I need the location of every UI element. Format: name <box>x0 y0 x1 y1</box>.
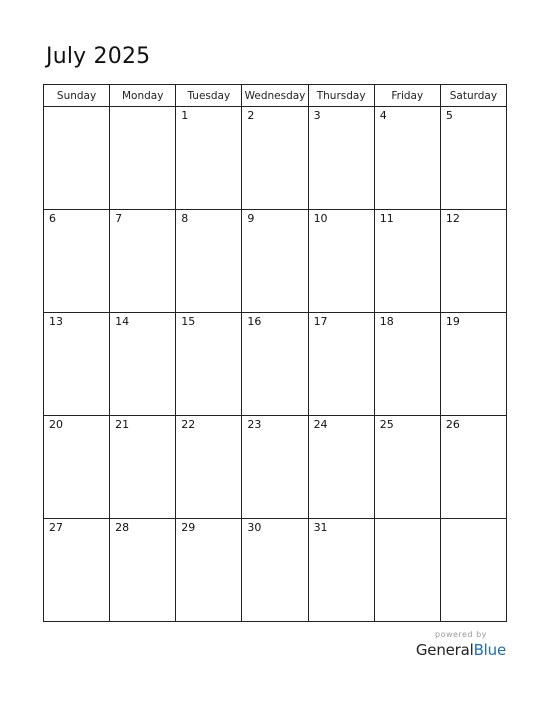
brand-name-part1: General <box>415 641 474 659</box>
day-number: 22 <box>181 418 196 431</box>
day-cell <box>44 107 110 210</box>
day-cell <box>242 210 308 313</box>
day-cell <box>176 416 242 519</box>
calendar-grid <box>43 84 507 622</box>
powered-by-text: powered by <box>434 630 487 639</box>
day-cell <box>110 519 176 622</box>
day-number: 18 <box>379 315 394 328</box>
weekday-header: Saturday <box>440 85 506 107</box>
day-cell <box>308 416 374 519</box>
day-number: 19 <box>445 315 460 328</box>
day-cell <box>44 313 110 416</box>
day-cell <box>176 313 242 416</box>
day-number <box>375 519 440 521</box>
day-number: 7 <box>115 212 123 225</box>
day-number: 3 <box>313 109 321 122</box>
weekday-header: Wednesday <box>242 85 308 107</box>
day-number: 10 <box>313 212 328 225</box>
day-number: 30 <box>247 521 262 534</box>
weekday-header: Sunday <box>44 85 110 107</box>
day-cell <box>374 519 440 622</box>
day-cell <box>440 210 506 313</box>
day-number: 8 <box>181 212 189 225</box>
day-cell <box>308 519 374 622</box>
day-cell <box>374 416 440 519</box>
day-number: 27 <box>49 521 63 534</box>
day-number: 29 <box>181 521 196 534</box>
weekday-header: Tuesday <box>176 85 242 107</box>
day-number: 24 <box>313 418 328 431</box>
day-cell <box>374 107 440 210</box>
day-number: 2 <box>247 109 255 122</box>
day-cell <box>440 107 506 210</box>
day-cell <box>110 416 176 519</box>
day-number: 11 <box>379 212 394 225</box>
day-number <box>44 107 109 109</box>
day-number: 17 <box>313 315 328 328</box>
weekday-header: Thursday <box>308 85 374 107</box>
day-number: 25 <box>379 418 394 431</box>
day-number: 20 <box>49 418 63 431</box>
day-number <box>110 107 175 109</box>
day-cell <box>242 107 308 210</box>
week-row <box>44 313 507 416</box>
day-number: 5 <box>445 109 453 122</box>
day-cell <box>308 210 374 313</box>
brand-logo[interactable] <box>416 641 506 659</box>
day-cell <box>176 210 242 313</box>
day-cell <box>374 210 440 313</box>
day-cell <box>308 107 374 210</box>
weekday-header: Friday <box>374 85 440 107</box>
day-number: 14 <box>115 315 130 328</box>
day-number: 13 <box>49 315 63 328</box>
day-cell <box>110 210 176 313</box>
week-row <box>44 107 507 210</box>
day-number: 28 <box>115 521 130 534</box>
day-cell <box>374 313 440 416</box>
week-row <box>44 210 507 313</box>
day-number: 9 <box>247 212 255 225</box>
day-cell <box>176 519 242 622</box>
day-cell <box>176 107 242 210</box>
footer-branding <box>416 630 506 659</box>
day-number: 21 <box>115 418 130 431</box>
day-cell <box>44 210 110 313</box>
day-cell <box>308 313 374 416</box>
calendar-title: July 2025 <box>46 44 151 69</box>
day-number: 15 <box>181 315 196 328</box>
day-cell <box>110 107 176 210</box>
day-number: 26 <box>445 418 460 431</box>
day-cell <box>44 519 110 622</box>
day-number: 16 <box>247 315 262 328</box>
week-row <box>44 519 507 622</box>
day-cell <box>242 416 308 519</box>
day-cell <box>110 313 176 416</box>
day-number <box>441 519 506 521</box>
day-number: 12 <box>445 212 460 225</box>
day-number: 4 <box>379 109 387 122</box>
day-cell <box>440 416 506 519</box>
brand-name-part2: Blue <box>473 641 506 659</box>
weekday-header: Monday <box>110 85 176 107</box>
day-cell <box>440 519 506 622</box>
day-cell <box>440 313 506 416</box>
week-row <box>44 416 507 519</box>
day-number: 6 <box>49 212 56 225</box>
day-cell <box>242 519 308 622</box>
day-cell <box>242 313 308 416</box>
day-number: 1 <box>181 109 189 122</box>
day-number: 31 <box>313 521 328 534</box>
day-number: 23 <box>247 418 262 431</box>
day-cell <box>44 416 110 519</box>
weekday-header-row <box>44 85 507 107</box>
